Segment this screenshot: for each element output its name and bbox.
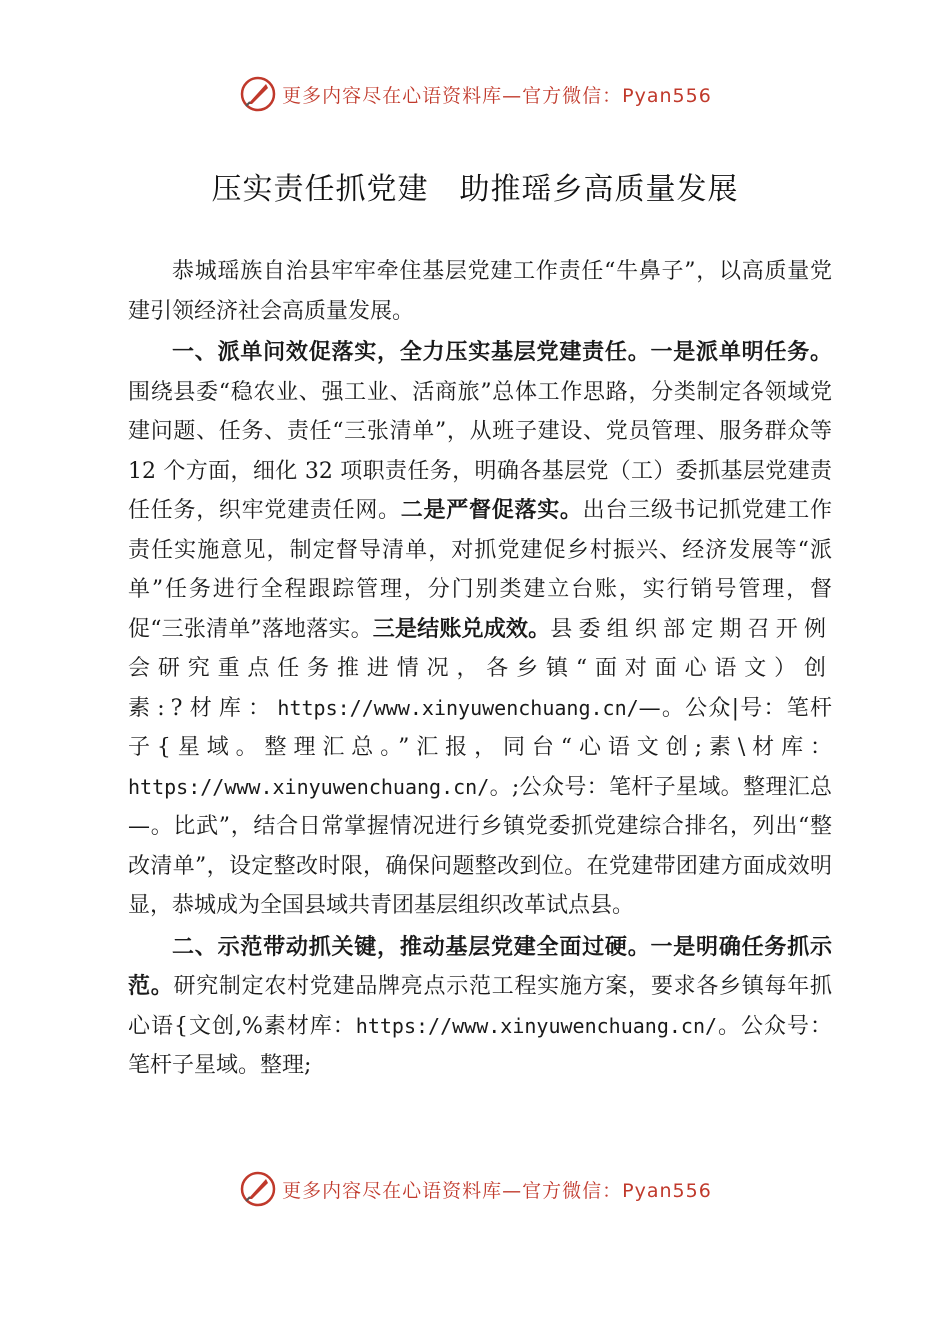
section2-url: https://www.xinyuwenchuang.cn/	[355, 1013, 718, 1038]
section1-point3-text-a: 县委组织部定期召开例会研究重点任务推进情况，各乡镇“面对面心语文）创素:?材库：	[128, 616, 832, 721]
section2-point1-text-a: 研究制定农村党建品牌亮点示范工程实施方案，要求各乡镇每年抓 心语{文创,%素材库：	[128, 974, 832, 1039]
section1-heading: 一、派单问效促落实，全力压实基层党建责任。	[172, 340, 651, 365]
banner-text: 更多内容尽在心语资料库—官方微信：Pyan556	[282, 1179, 712, 1202]
section1-point2-bold: 二是严督促落实。	[400, 498, 583, 523]
quill-logo-icon	[238, 74, 278, 114]
section1-point2-text: 出台三级书记抓党建工作责任实施意见，制定督导清单，对抓党建促乡村振兴、经济发展等“派单”任务进行全程跟踪管理，分门别类建立台账，实行销号管理，督促“三张清单”落地落实。	[128, 498, 832, 642]
intro-paragraph: 恭城瑶族自治县牢牢牵住基层党建工作责任“牛鼻子”，以高质量党建引领经济社会高质量发展。	[128, 259, 832, 324]
section1-point3-text-c: 。;公众号：笔杆子星域。整理汇总—。比武”，结合日常掌握情况进行乡镇党委抓党建综合排名，列出“整改清单”，设定整改时限，确保问题整改到位。在党建带团建方面成效明显，恭城成为全国县域共青团基层组织改革试点县。	[128, 774, 832, 918]
page-title: 压实责任抓党建 助推瑶乡高质量发展	[211, 172, 739, 207]
section1-url-b: https://www.xinyuwenchuang.cn/	[128, 774, 490, 799]
section1-point1-bold: 一是派单明任务。	[650, 340, 832, 365]
section1-point3-text-b: —。公众|号：笔杆子{星域。整理汇总。”汇报，同台“心语文创;素\材库：	[128, 695, 832, 760]
section2-heading: 二、示范带动抓关键，推动基层党建全面过硬。	[172, 934, 651, 960]
watermark-banner-bottom	[0, 1165, 950, 1213]
section2-point1-text-b: 。公众号：笔杆子星域。整理;	[128, 1013, 832, 1078]
watermark-banner-top	[0, 70, 950, 118]
article-body	[128, 252, 832, 1086]
section2-paragraph	[128, 928, 832, 1086]
section1-url-a: https://www.xinyuwenchuang.cn/	[277, 695, 639, 720]
section1-paragraph	[128, 333, 832, 926]
wechat-id: Pyan556	[622, 1179, 712, 1202]
section1-point3-bold: 三是结账兑成效。	[372, 616, 551, 642]
wechat-id: Pyan556	[622, 84, 712, 107]
quill-logo-icon	[238, 1169, 278, 1209]
banner-text: 更多内容尽在心语资料库—官方微信：Pyan556	[282, 84, 712, 107]
section1-point1-text: 围绕县委“稳农业、强工业、活商旅”总体工作思路，分类制定各领域党建问题、任务、责任“三张清单”，从班子建设、党员管理、服务群众等 12 个方面，细化 32 项职责任务，明确各基层党（工）委抓基层党建责任任务，织牢党建责任网。	[128, 379, 832, 523]
section2-point1-bold: 一是明确任务抓示范。	[128, 934, 832, 999]
